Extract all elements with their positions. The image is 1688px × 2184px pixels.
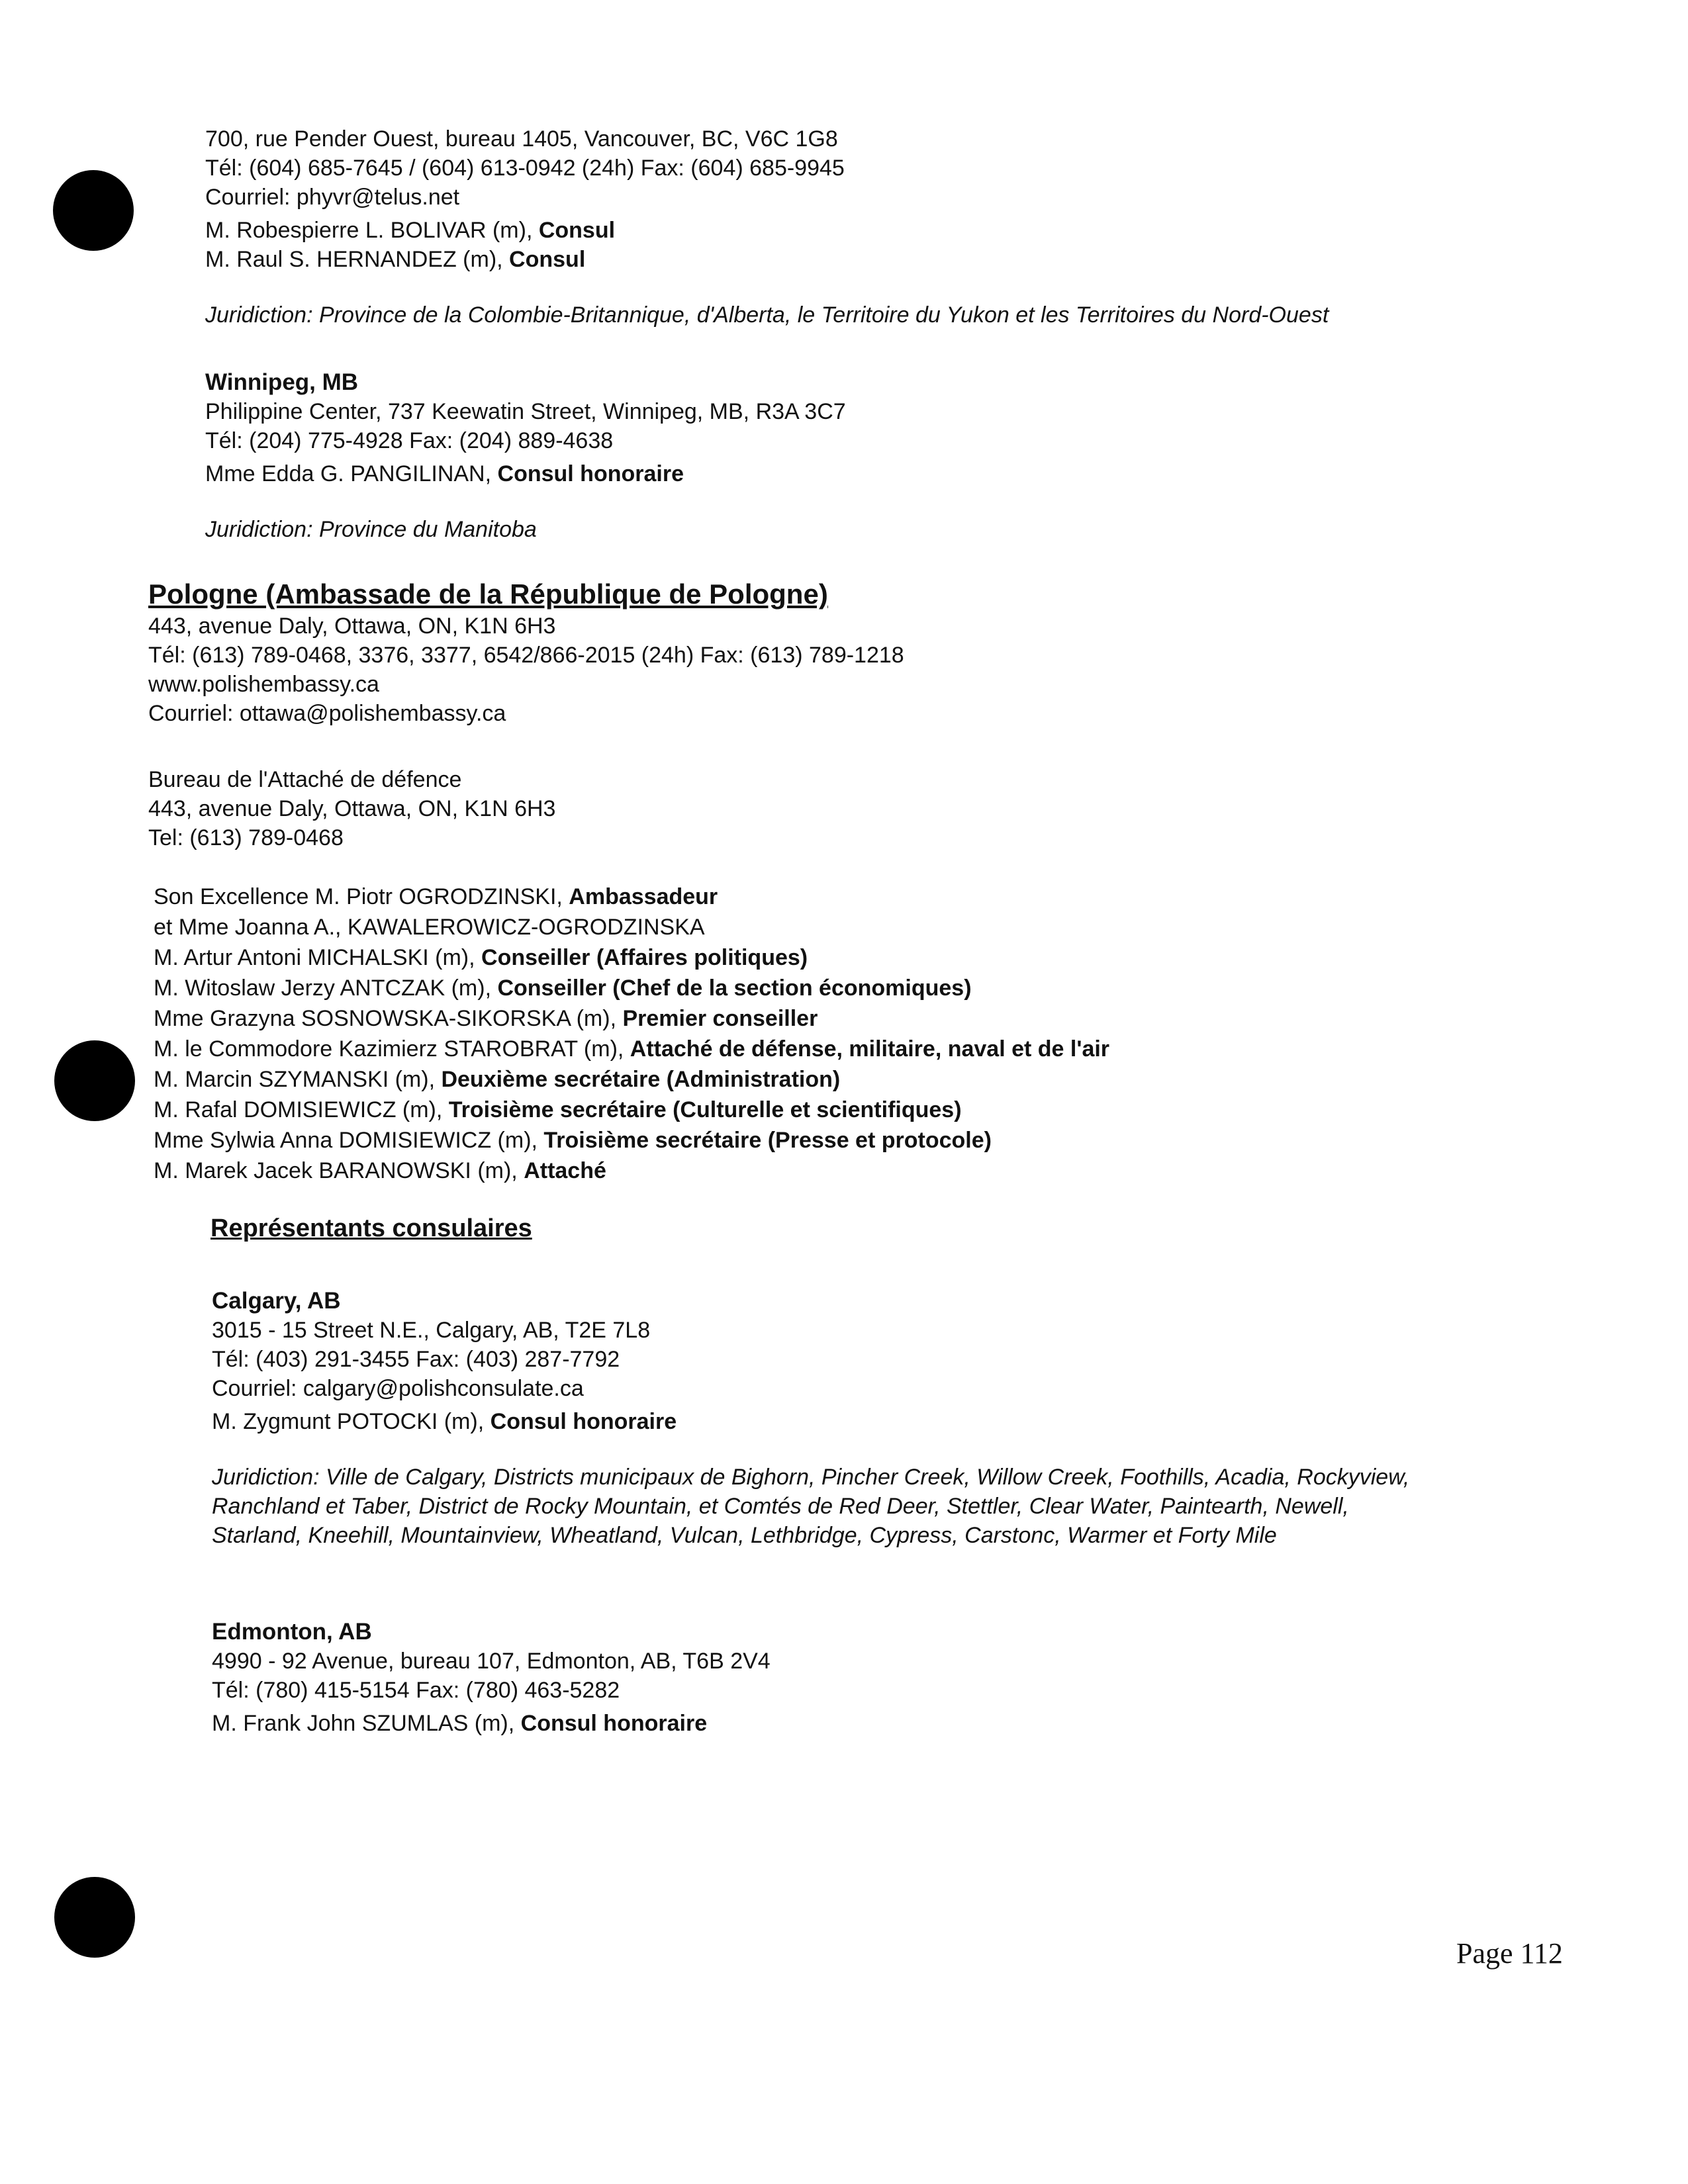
staff-row: M. Raul S. HERNANDEZ (m), Consul bbox=[205, 247, 586, 272]
vancouver-consulate-block bbox=[205, 124, 1329, 330]
phone: Tél: (780) 415-5154 Fax: (780) 463-5282 bbox=[212, 1678, 620, 1703]
staff-row: M. Zygmunt POTOCKI (m), Consul honoraire bbox=[212, 1409, 677, 1434]
staff-row: Mme Sylwia Anna DOMISIEWICZ (m), Troisième secrétaire (Presse et protocole) bbox=[154, 1128, 992, 1153]
phone: Tel: (613) 789-0468 bbox=[148, 825, 344, 850]
staff-row: M. Rafal DOMISIEWICZ (m), Troisième secrétaire (Culturelle et scientifiques) bbox=[154, 1097, 962, 1122]
address: 3015 - 15 Street N.E., Calgary, AB, T2E 7L8 bbox=[212, 1318, 651, 1343]
phone: Tél: (604) 685-7645 / (604) 613-0942 (24h) Fax: (604) 685-9945 bbox=[205, 156, 845, 181]
city-heading: Edmonton, AB bbox=[212, 1619, 372, 1645]
staff-row: Mme Edda G. PANGILINAN, Consul honoraire bbox=[205, 461, 684, 486]
edmonton-consulate-block bbox=[212, 1617, 771, 1738]
punch-hole-bottom bbox=[54, 1877, 135, 1958]
jurisdiction: Juridiction: Province du Manitoba bbox=[205, 517, 537, 542]
address: 4990 - 92 Avenue, bureau 107, Edmonton, AB, T6B 2V4 bbox=[212, 1649, 771, 1674]
punch-hole-top bbox=[53, 170, 134, 251]
address: 700, rue Pender Ouest, bureau 1405, Vancouver, BC, V6C 1G8 bbox=[205, 126, 838, 152]
staff-row: M. Frank John SZUMLAS (m), Consul honoraire bbox=[212, 1711, 708, 1736]
website: www.polishembassy.ca bbox=[148, 672, 379, 697]
jurisdiction: Juridiction: Province de la Colombie-Britannique, d'Alberta, le Territoire du Yukon et les Territoires du Nord-Ouest bbox=[205, 302, 1329, 328]
staff-row: M. Witoslaw Jerzy ANTCZAK (m), Conseiller (Chef de la section économiques) bbox=[154, 976, 972, 1001]
page-number: Page 112 bbox=[1456, 1937, 1563, 1970]
staff-row: Mme Grazyna SOSNOWSKA-SIKORSKA (m), Premier conseiller bbox=[154, 1006, 818, 1031]
staff-row: M. le Commodore Kazimierz STAROBRAT (m), Attaché de défense, militaire, naval et de l'air bbox=[154, 1036, 1110, 1062]
section-heading: Pologne (Ambassade de la République de Pologne) bbox=[148, 578, 828, 610]
phone: Tél: (403) 291-3455 Fax: (403) 287-7792 bbox=[212, 1347, 620, 1372]
address: Philippine Center, 737 Keewatin Street, Winnipeg, MB, R3A 3C7 bbox=[205, 399, 846, 424]
staff-row: M. Robespierre L. BOLIVAR (m), Consul bbox=[205, 218, 616, 243]
phone: Tél: (613) 789-0468, 3376, 3377, 6542/866-2015 (24h) Fax: (613) 789-1218 bbox=[148, 643, 904, 668]
staff-row: M. Marek Jacek BARANOWSKI (m), Attaché bbox=[154, 1158, 606, 1183]
address: 443, avenue Daly, Ottawa, ON, K1N 6H3 bbox=[148, 796, 556, 821]
email: Courriel: ottawa@polishembassy.ca bbox=[148, 701, 506, 726]
city-heading: Winnipeg, MB bbox=[205, 369, 359, 395]
embassy-staff-list bbox=[154, 882, 1109, 1186]
staff-row: M. Marcin SZYMANSKI (m), Deuxième secrétaire (Administration) bbox=[154, 1067, 841, 1092]
winnipeg-consulate-block bbox=[205, 368, 846, 544]
city-heading: Calgary, AB bbox=[212, 1288, 341, 1314]
punch-hole-middle bbox=[54, 1040, 135, 1121]
calgary-consulate-block bbox=[212, 1287, 1409, 1550]
jurisdiction: Juridiction: Ville de Calgary, Districts municipaux de Bighorn, Pincher Creek, Willow Creek, Foothills, Acadia, Rockyview, Ranchland et Taber, District de Rocky Mountain, et Comtés de Red Deer, Stettler, Clear Water, Paintearth, Newell, Starland, Kneehill, Mountainview, Wheatland, Vulcan, Lethbridge, Cypress, Carstonc, Warmer et Forty Mile bbox=[212, 1465, 1410, 1548]
poland-embassy-block bbox=[148, 577, 904, 728]
staff-row: M. Artur Antoni MICHALSKI (m), Conseiller (Affaires politiques) bbox=[154, 945, 808, 970]
email: Courriel: calgary@polishconsulate.ca bbox=[212, 1376, 584, 1401]
staff-row: et Mme Joanna A., KAWALEROWICZ-OGRODZINSKA bbox=[154, 915, 705, 940]
staff-row: Son Excellence M. Piotr OGRODZINSKI, Ambassadeur bbox=[154, 884, 718, 909]
email: Courriel: phyvr@telus.net bbox=[205, 185, 460, 210]
phone: Tél: (204) 775-4928 Fax: (204) 889-4638 bbox=[205, 428, 614, 453]
address: 443, avenue Daly, Ottawa, ON, K1N 6H3 bbox=[148, 614, 556, 639]
defence-office-block bbox=[148, 765, 555, 852]
office-name: Bureau de l'Attaché de défence bbox=[148, 767, 462, 792]
consular-representatives-heading: Représentants consulaires bbox=[211, 1214, 532, 1242]
